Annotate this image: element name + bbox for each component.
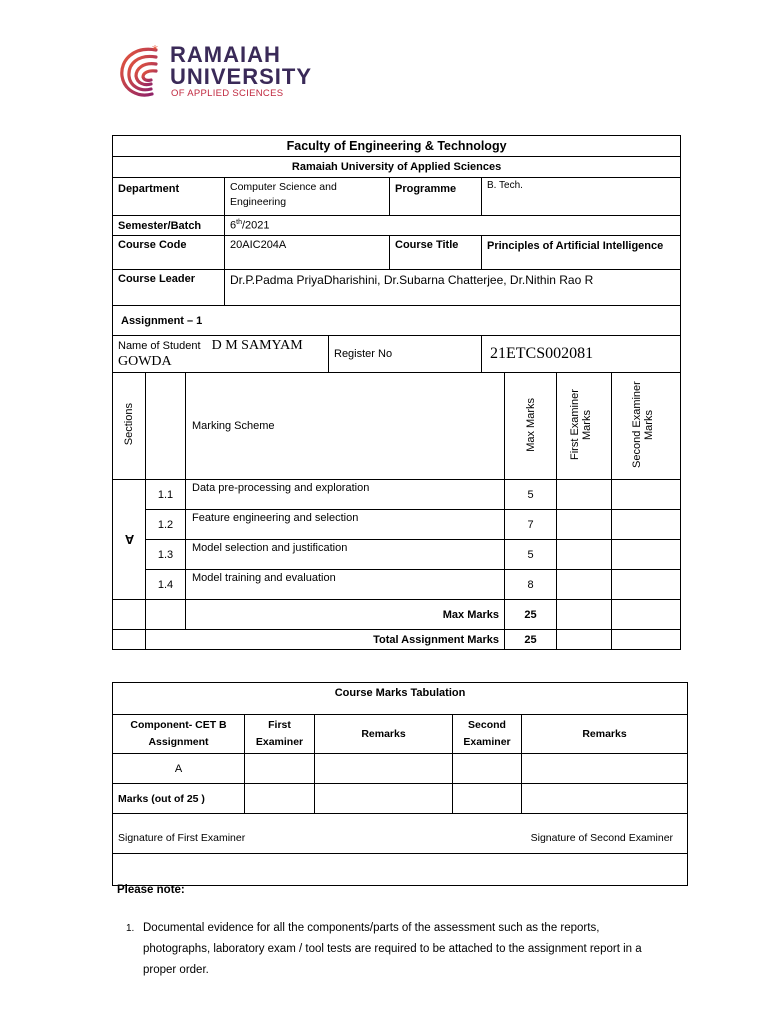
row-desc: Data pre-processing and exploration <box>186 480 505 510</box>
row-desc: Model training and evaluation <box>186 570 505 600</box>
department-label: Department <box>113 178 225 216</box>
assignment-label: Assignment – 1 <box>113 306 681 336</box>
row-second <box>612 570 681 600</box>
signature-blank-row <box>113 854 688 886</box>
signature-first-examiner: Signature of First Examiner <box>118 832 246 844</box>
empty-cell <box>113 630 146 650</box>
row-second <box>612 540 681 570</box>
row-second <box>612 480 681 510</box>
marks-first <box>245 784 315 814</box>
row-max: 5 <box>505 540 557 570</box>
empty-cell <box>113 600 146 630</box>
section-letter <box>113 480 146 600</box>
note-item <box>126 918 666 981</box>
first-examiner-header-text: First Examiner Marks <box>569 389 593 460</box>
course-code-value: 20AIC204A <box>225 236 390 270</box>
row-desc: Model selection and justification <box>186 540 505 570</box>
total-first <box>557 630 612 650</box>
total-second <box>612 630 681 650</box>
row-num: 1.2 <box>146 510 186 540</box>
row-a-remarks1 <box>315 754 453 784</box>
logo-line-applied-sciences: OF APPLIED SCIENCES <box>171 88 284 99</box>
row-first <box>557 510 612 540</box>
section-letter-text: A <box>124 531 134 547</box>
marks-second <box>453 784 522 814</box>
sections-header <box>113 373 146 480</box>
row-second <box>612 510 681 540</box>
svg-text:*: * <box>152 43 158 57</box>
empty-cell <box>146 600 186 630</box>
semester-ordinal: th <box>236 219 242 227</box>
row-max: 7 <box>505 510 557 540</box>
sections-header-text: Sections <box>123 403 135 446</box>
row-num: 1.3 <box>146 540 186 570</box>
logo-line-ramaiah: RAMAIAH <box>170 42 281 67</box>
course-title-label: Course Title <box>390 236 482 270</box>
col-second-examiner: Second Examiner <box>453 715 522 754</box>
semester-value <box>225 216 681 236</box>
max-first <box>557 600 612 630</box>
programme-value: B. Tech. <box>482 178 681 216</box>
col-remarks-1: Remarks <box>315 715 453 754</box>
course-leader-value: Dr.P.Padma PriyaDharishini, Dr.Subarna Chatterjee, Dr.Nithin Rao R <box>225 270 681 306</box>
course-code-label: Course Code <box>113 236 225 270</box>
col-remarks-2: Remarks <box>522 715 688 754</box>
max-second <box>612 600 681 630</box>
marks-row-label: Marks (out of 25 ) <box>113 784 245 814</box>
second-examiner-header-text: Second Examiner Marks <box>631 381 656 468</box>
row-desc: Feature engineering and selection <box>186 510 505 540</box>
tabulation-title: Course Marks Tabulation <box>113 683 688 715</box>
row-num: 1.1 <box>146 480 186 510</box>
col-first-examiner: First Examiner <box>245 715 315 754</box>
register-label: Register No <box>329 336 482 373</box>
max-marks-header <box>505 373 557 480</box>
semester-number: 6 <box>230 219 237 232</box>
col-component: Component- CET B Assignment <box>113 715 245 754</box>
max-marks-value: 25 <box>505 600 557 630</box>
university-logo <box>116 42 316 100</box>
semester-label: Semester/Batch <box>113 216 225 236</box>
tabulation-table <box>112 682 688 886</box>
department-value: Computer Science and Engineering <box>225 178 390 216</box>
row-a-first <box>245 754 315 784</box>
signature-second-examiner: Signature of Second Examiner <box>530 832 674 844</box>
notes-title: Please note: <box>117 884 185 896</box>
max-marks-label: Max Marks <box>186 600 505 630</box>
logo-emblem-icon <box>116 42 164 100</box>
note-number: 1. <box>126 923 135 934</box>
row-first <box>557 570 612 600</box>
semester-year: /2021 <box>241 219 270 232</box>
course-leader-label: Course Leader <box>113 270 225 306</box>
student-cell <box>113 336 329 373</box>
faculty-title: Faculty of Engineering & Technology <box>113 136 681 157</box>
row-a-label: A <box>113 754 245 784</box>
logo-line-university: UNIVERSITY <box>170 64 313 89</box>
signature-row <box>113 814 688 854</box>
second-examiner-header <box>612 373 681 480</box>
first-examiner-header <box>557 373 612 480</box>
max-marks-header-text: Max Marks <box>524 397 537 452</box>
student-label: Name of Student <box>118 340 201 352</box>
university-title: Ramaiah University of Applied Sciences <box>113 157 681 178</box>
row-first <box>557 540 612 570</box>
row-num: 1.4 <box>146 570 186 600</box>
marks-remarks2 <box>522 784 688 814</box>
row-a-remarks2 <box>522 754 688 784</box>
row-first <box>557 480 612 510</box>
total-value: 25 <box>505 630 557 650</box>
register-value: 21ETCS002081 <box>482 336 681 373</box>
scheme-header: Marking Scheme <box>186 373 505 480</box>
programme-label: Programme <box>390 178 482 216</box>
marks-remarks1 <box>315 784 453 814</box>
row-a-second <box>453 754 522 784</box>
student-name: D M SAMYAM GOWDA <box>118 338 303 369</box>
note-text: Documental evidence for all the components/parts of the assessment such as the reports, photographs, laboratory exam / tool tests are required to be attached to the assignment report in a proper order. <box>143 922 642 976</box>
row-max: 8 <box>505 570 557 600</box>
total-label: Total Assignment Marks <box>146 630 505 650</box>
number-header <box>146 373 186 480</box>
row-max: 5 <box>505 480 557 510</box>
course-title-value: Principles of Artificial Intelligence <box>482 236 681 270</box>
assessment-table <box>112 135 681 650</box>
